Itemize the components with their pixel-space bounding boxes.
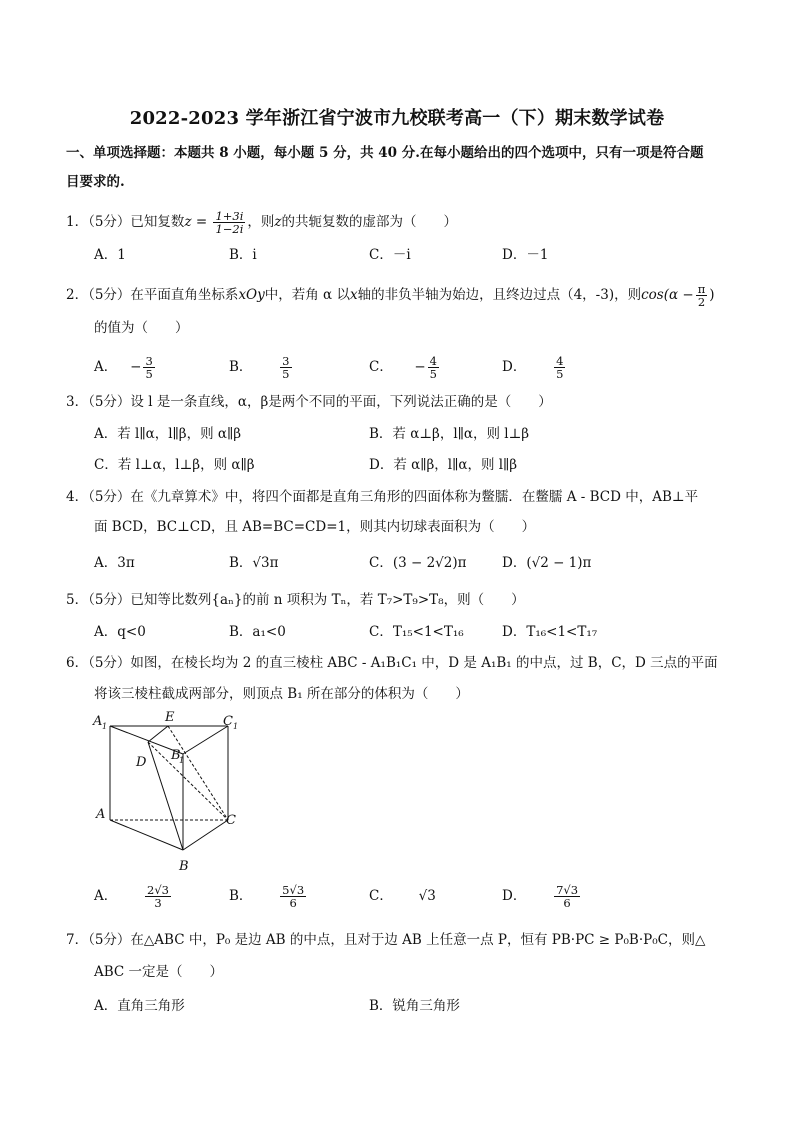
question-7: 7．（5分）在△ABC 中，P₀ 是边 AB 的中点，且对于边 AB 上任意一点 P，恒有 PB·PC ≥ P₀B·P₀C，则△ bbox=[66, 932, 706, 948]
q4-option-c[interactable]: C．(3 − 2√2)π bbox=[369, 555, 467, 571]
q3-option-a[interactable]: A．若 l∥α，l∥β，则 α∥β bbox=[94, 426, 242, 442]
label-c1: C bbox=[223, 714, 233, 729]
question-4-cont: 面 BCD，BC⊥CD，且 AB=BC=CD=1，则其内切球表面积为（ ） bbox=[94, 519, 536, 535]
label-b1: B bbox=[171, 748, 181, 763]
fraction: $\frac{1+3i}{1-2i}$ bbox=[215, 209, 244, 236]
q2-option-d[interactable]: D． $\frac{4}{5}$ bbox=[502, 354, 564, 381]
label-a: A bbox=[96, 807, 106, 822]
question-3: 3．（5分）设 l 是一条直线，α，β是两个不同的平面，下列说法正确的是（ ） bbox=[66, 394, 552, 410]
q5-option-d[interactable]: D．T₁₆<1<T₁₇ bbox=[502, 624, 598, 640]
q4-option-d[interactable]: D．(√2 − 1)π bbox=[502, 555, 592, 571]
label-c: C bbox=[226, 813, 236, 828]
q6-option-d[interactable]: D． $\frac{7√3}{6}$ bbox=[502, 883, 579, 910]
section-heading: 一、单项选择题：本题共 8 小题，每小题 5 分，共 40 分.在每小题给出的四个选项中，只有一项是符合题 bbox=[66, 145, 704, 161]
question-6-cont: 将该三棱柱截成两部分，则顶点 B₁ 所在部分的体积为（ ） bbox=[94, 686, 469, 702]
label-a1: A bbox=[93, 714, 103, 729]
q1-option-d[interactable]: D．－1 bbox=[502, 247, 549, 263]
svg-text:1: 1 bbox=[179, 756, 185, 765]
q3-option-d[interactable]: D．若 α∥β，l∥α，则 l∥β bbox=[369, 457, 518, 473]
q6-option-a[interactable]: A． $\frac{2√3}{3}$ bbox=[94, 883, 169, 910]
question-2-cont: 的值为（ ） bbox=[94, 320, 189, 336]
question-7-cont: ABC 一定是（ ） bbox=[94, 964, 224, 980]
q2-option-c[interactable]: C． − $\frac{4}{5}$ bbox=[369, 354, 437, 381]
section-heading-cont: 目要求的. bbox=[66, 174, 125, 190]
q3-option-b[interactable]: B．若 α⊥β，l∥α，则 l⊥β bbox=[369, 426, 530, 442]
q3-option-c[interactable]: C．若 l⊥α，l⊥β，则 α∥β bbox=[94, 457, 255, 473]
q5-option-a[interactable]: A．q<0 bbox=[94, 624, 146, 640]
question-2: 2．（5分）在平面直角坐标系xOy中，若角 α 以x轴的非负半轴为始边，且终边过点（4，-3)，则cos(α − $\frac{\pi}{2}$ ) bbox=[66, 282, 715, 309]
q5-option-c[interactable]: C．T₁₅<1<T₁₆ bbox=[369, 624, 464, 640]
label-d: D bbox=[136, 755, 147, 770]
svg-text:1: 1 bbox=[102, 722, 108, 731]
q6-option-c[interactable]: C． √3 bbox=[369, 888, 436, 904]
question-5: 5．（5分）已知等比数列{aₙ}的前 n 项积为 Tₙ，若 T₇>T₉>T₈，则（ ） bbox=[66, 592, 525, 608]
label-e: E bbox=[165, 710, 175, 725]
q6-option-b[interactable]: B． $\frac{5√3}{6}$ bbox=[229, 883, 305, 910]
page-title: 2022-2023 学年浙江省宁波市九校联考高一（下）期末数学试卷 bbox=[129, 108, 665, 129]
q2-option-b[interactable]: B． $\frac{3}{5}$ bbox=[229, 354, 290, 381]
q1-option-b[interactable]: B．i bbox=[229, 247, 257, 263]
label-b: B bbox=[179, 859, 189, 874]
q4-option-a[interactable]: A．3π bbox=[94, 555, 135, 571]
q5-option-b[interactable]: B．a₁<0 bbox=[229, 624, 286, 640]
q7-option-a[interactable]: A．直角三角形 bbox=[94, 998, 185, 1014]
svg-text:1: 1 bbox=[233, 722, 239, 731]
q2-option-a[interactable]: A． − $\frac{3}{5}$ bbox=[94, 354, 153, 381]
q7-option-b[interactable]: B．锐角三角形 bbox=[369, 998, 460, 1014]
q1-option-a[interactable]: A．1 bbox=[94, 247, 126, 263]
prism-figure bbox=[88, 708, 248, 878]
question-4: 4．（5分）在《九章算术》中，将四个面都是直角三角形的四面体称为鳖臑．在鳖臑 A - BCD 中，AB⊥平 bbox=[66, 489, 699, 505]
q4-option-b[interactable]: B．√3π bbox=[229, 555, 279, 571]
q1-option-c[interactable]: C．－i bbox=[369, 247, 411, 263]
question-6: 6．（5分）如图，在棱长均为 2 的直三棱柱 ABC - A₁B₁C₁ 中，D 是 A₁B₁ 的中点，过 B，C，D 三点的平面 bbox=[66, 655, 718, 671]
question-1: 1．（5分）已知复数z = $\frac{1+3i}{1-2i}$ ，则z的共轭复数的虚部为（ ） bbox=[66, 209, 458, 236]
